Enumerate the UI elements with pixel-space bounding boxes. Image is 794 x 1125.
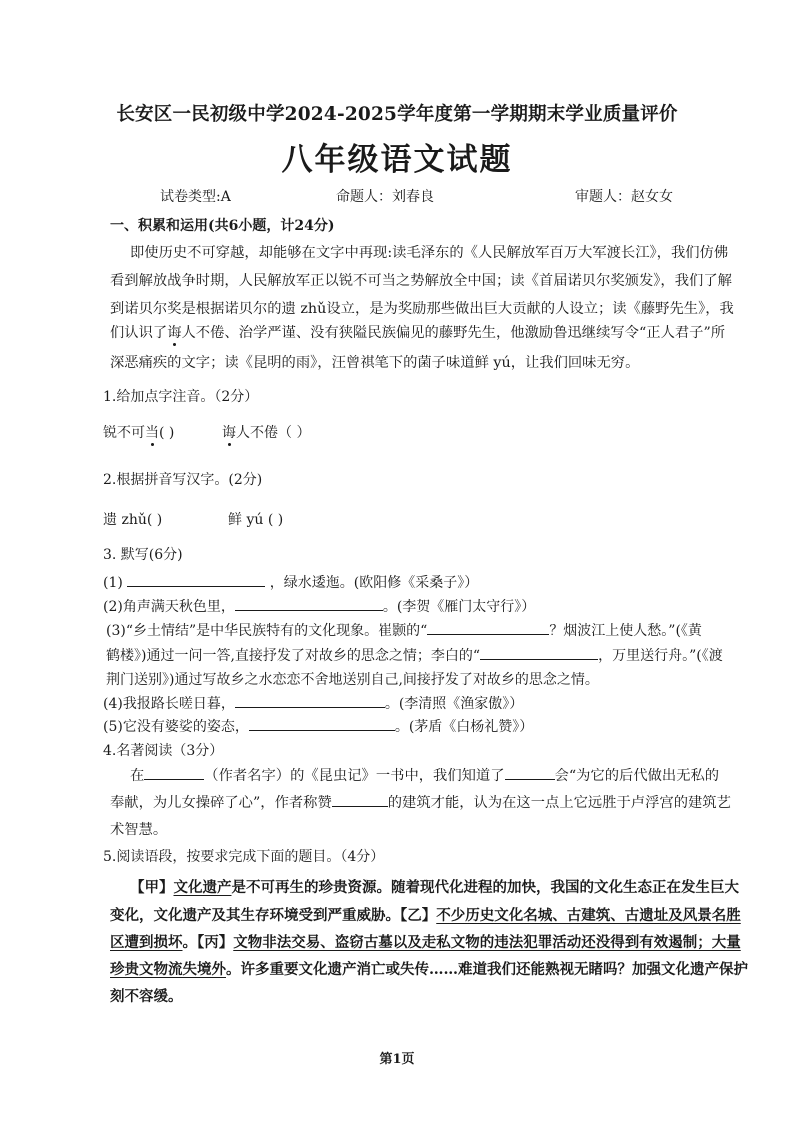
q3-line-4-a: 鹤楼》)通过一问一答,直接抒发了对故乡的思念之情；李白的“ xyxy=(106,648,481,664)
school-title: 长安区一民初级中学2024-2025学年度第一学期期末学业质量评价 xyxy=(116,104,678,125)
dotted-char-hui-2: 诲 xyxy=(222,422,236,442)
q2-item-1: 遗 zhǔ( ) xyxy=(103,512,163,528)
underlined-phrase: 珍贵文物流失境外 xyxy=(110,961,226,978)
underlined-phrase: 区遭到损坏 xyxy=(110,934,183,951)
section-heading: 一、积累和运用(共6小题，计24分) xyxy=(110,218,335,234)
q3-line-7-b: 。(茅盾《白杨礼赞》） xyxy=(394,719,534,735)
q3-line-6-a: (4)我报路长嗟日暮， xyxy=(103,696,235,712)
answer-blank[interactable] xyxy=(249,718,395,731)
q1-item-2-b: 人不倦（ ） xyxy=(236,425,311,441)
answer-blank[interactable] xyxy=(127,574,265,587)
q4-line-2-b: 的建筑才能，认为在这一点上它远胜于卢浮宫的建筑艺 xyxy=(387,795,731,811)
q3-stem: 3. 默写(6分) xyxy=(103,547,183,563)
dotted-char-hui: 诲 xyxy=(167,322,181,342)
answer-blank[interactable] xyxy=(235,598,383,611)
q5-line-1 xyxy=(130,876,739,897)
q2-stem: 2.根据拼音写汉字。(2分) xyxy=(103,472,263,488)
q3-line-3 xyxy=(106,620,702,640)
answer-blank[interactable] xyxy=(144,767,204,780)
q1-stem: 1.给加点字注音。（2分） xyxy=(103,389,259,405)
underlined-phrase: 文化遗产 xyxy=(173,879,232,896)
q1-item-2 xyxy=(222,422,310,442)
intro-line-4-a: 们认识了 xyxy=(110,325,168,341)
q3-line-1 xyxy=(103,572,478,592)
q4-line-1-a: 在 xyxy=(130,768,145,784)
dotted-char-dang: 当 xyxy=(145,422,159,442)
q1-item-1-a: 锐不可 xyxy=(103,425,145,441)
q4-line-1-b: （作者名字）的《昆虫记》一书中，我们知道了 xyxy=(204,768,505,784)
intro-line-5: 深恶痛疾的文字；读《昆明的雨》，汪曾祺笔下的菌子味道鲜 yú，让我们回味无穷。 xyxy=(110,355,640,371)
reviewer: 审题人：赵女女 xyxy=(575,189,673,205)
q3-line-3-b: ？烟波江上使人愁。”(《黄 xyxy=(549,623,702,639)
q5-line-4 xyxy=(110,958,748,979)
q3-line-1-b: ，绿水逶迤。(欧阳修《采桑子》） xyxy=(269,575,479,591)
q1-item-1-c: ( ) xyxy=(159,425,175,441)
q4-line-2 xyxy=(110,792,731,812)
q5-line-4-b: 。许多重要文化遗产消亡或失传……难道我们还能熟视无睹吗？加强文化遗产保护 xyxy=(226,961,748,978)
q3-line-1-a: (1) xyxy=(103,575,123,591)
q3-line-5: 荆门送别》)通过写故乡之水恋恋不舍地送别自己,间接抒发了对故乡的思念之情。 xyxy=(106,672,599,688)
setter: 命题人：刘春良 xyxy=(336,189,434,205)
answer-blank[interactable] xyxy=(505,767,555,780)
q3-line-2-a: (2)角声满天秋色里， xyxy=(103,599,235,615)
answer-blank[interactable] xyxy=(427,622,549,635)
q5-line-2-a: 变化，文化遗产及其生存环境受到严重威胁。【乙】 xyxy=(110,907,437,924)
intro-line-2: 看到解放战争时期，人民解放军正以锐不可当之势解放全中国；读《首届诺贝尔奖颁发》，我们了解 xyxy=(110,273,732,289)
q3-line-7-a: (5)它没有婆娑的姿态， xyxy=(103,719,249,735)
answer-blank[interactable] xyxy=(480,647,598,660)
q3-line-4 xyxy=(106,645,723,665)
intro-line-1: 即使历史不可穿越，却能够在文字中再现:读毛泽东的《人民解放军百万大军渡长江》，我们仿佛 xyxy=(130,245,729,261)
intro-line-4-c: 人不倦、治学严谨、没有狭隘民族偏见的藤野先生，他激励鲁迅继续写令“正人君子”所 xyxy=(181,325,726,341)
answer-blank[interactable] xyxy=(332,794,388,807)
q4-line-2-a: 奉献，为儿女操碎了心”，作者称赞 xyxy=(110,795,332,811)
q3-line-4-b: ，万里送行舟。”(《渡 xyxy=(598,648,723,664)
intro-line-4 xyxy=(110,322,725,342)
page-number: 第1页 xyxy=(379,1052,415,1067)
q5-line-3 xyxy=(110,931,741,952)
q2-item-2: 鲜 yú ( ) xyxy=(228,512,284,528)
q4-line-1-c: 会“为它的后代做出无私的 xyxy=(554,768,720,784)
q3-line-6 xyxy=(103,693,523,713)
underlined-phrase: 不少历史文化名城、古建筑、古遗址及风景名胜 xyxy=(436,907,741,924)
q3-line-2 xyxy=(103,596,535,616)
q3-line-2-b: 。(李贺《雁门太守行》） xyxy=(382,599,536,615)
answer-blank[interactable] xyxy=(235,695,385,708)
q5-line-2 xyxy=(110,904,741,925)
q3-line-6-b: 。(李清照《渔家傲》） xyxy=(384,696,524,712)
q5-line-1-a: 【甲】 xyxy=(130,879,174,896)
q3-line-7 xyxy=(103,716,533,736)
q5-stem: 5.阅读语段，按要求完成下面的题目。（4分） xyxy=(103,849,385,865)
q5-line-3-b: 。【丙】 xyxy=(182,934,234,951)
q4-stem: 4.名著阅读（3分） xyxy=(103,743,224,759)
exam-title: 八年级语文试题 xyxy=(281,142,513,178)
q4-line-3: 术智慧。 xyxy=(110,822,168,838)
q5-line-5: 刻不容缓。 xyxy=(110,988,183,1005)
q4-line-1 xyxy=(130,765,719,785)
q5-line-1-d: 。随着现代化进程的加快，我国的文化生态正在发生巨大 xyxy=(376,879,739,896)
q3-line-3-a: (3)“乡土情结”是中华民族特有的文化现象。崔颢的“ xyxy=(106,623,428,639)
q5-line-1-c: 是不可再生的珍贵资源 xyxy=(231,879,377,896)
underlined-phrase: 文物非法交易、盗窃古墓以及走私文物的违法犯罪活动还没得到有效遏制；大量 xyxy=(233,934,741,951)
intro-line-3: 到诺贝尔奖是根据诺贝尔的遗 zhǔ设立，是为奖励那些做出巨大贡献的人设立；读《藤野先生》，我 xyxy=(110,301,734,317)
q1-item-1 xyxy=(103,422,174,442)
paper-type: 试卷类型:A xyxy=(160,189,231,205)
